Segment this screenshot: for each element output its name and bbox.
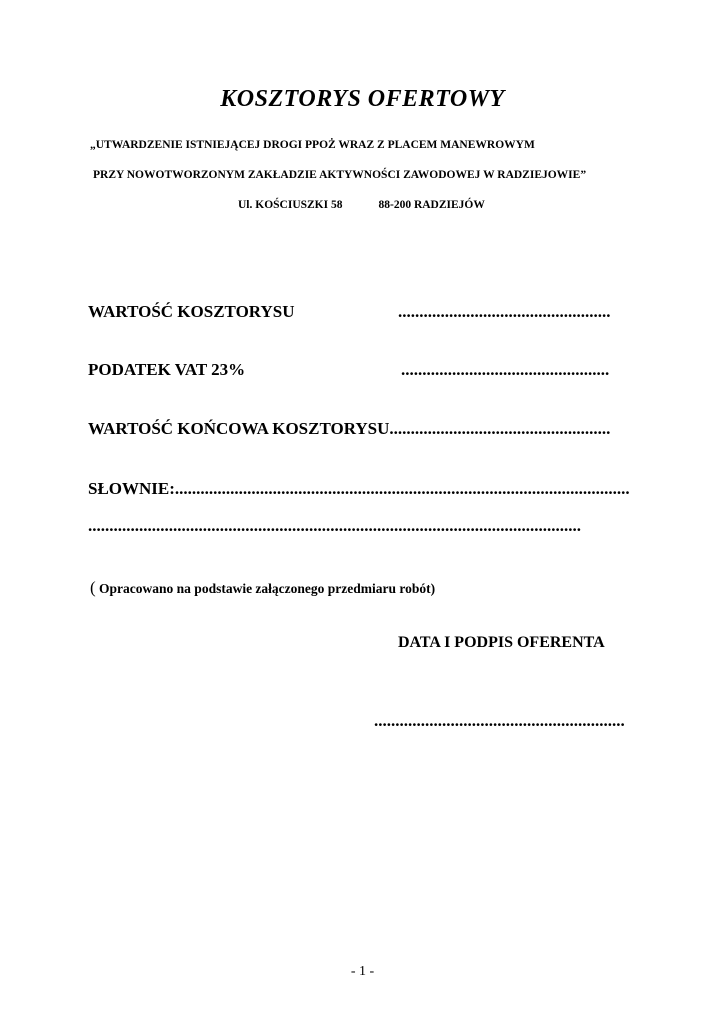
amount-in-words-continuation: .................................................................................................................... [88, 516, 581, 535]
signature-label: DATA I PODPIS OFERENTA [398, 634, 605, 651]
page-number: - 1 - [350, 964, 375, 979]
basis-note [90, 578, 435, 598]
vat-value-field: ................................................. [401, 360, 610, 379]
signature-field: ........................................................... [374, 711, 625, 730]
cost-value-label: WARTOŚĆ KOSZTORYSU [88, 302, 295, 321]
address-city: 88-200 RADZIEJÓW [378, 199, 485, 211]
cost-value-field: .................................................. [398, 302, 611, 321]
note-open-paren: ( [90, 578, 96, 597]
address-line [238, 199, 485, 211]
final-value-label: WARTOŚĆ KOŃCOWA KOSZTORYSU.................................................... [88, 419, 611, 438]
subtitle-line-2: PRZY NOWOTWORZONYM ZAKŁADZIE AKTYWNOŚCI ZAWODOWEJ W RADZIEJOWIE” [93, 169, 587, 181]
amount-in-words-label: SŁOWNIE:........................................................................................................... [88, 479, 630, 498]
subtitle-line-1: „UTWARDZENIE ISTNIEJĄCEJ DROGI PPOŻ WRAZ Z PLACEM MANEWROWYM [90, 139, 535, 151]
note-text: Opracowano na podstawie załączonego przedmiaru robót) [95, 581, 436, 596]
vat-label: PODATEK VAT 23% [88, 360, 246, 379]
document-title: KOSZTORYS OFERTOWY [220, 86, 505, 112]
address-street: Ul. KOŚCIUSZKI 58 [238, 199, 343, 211]
